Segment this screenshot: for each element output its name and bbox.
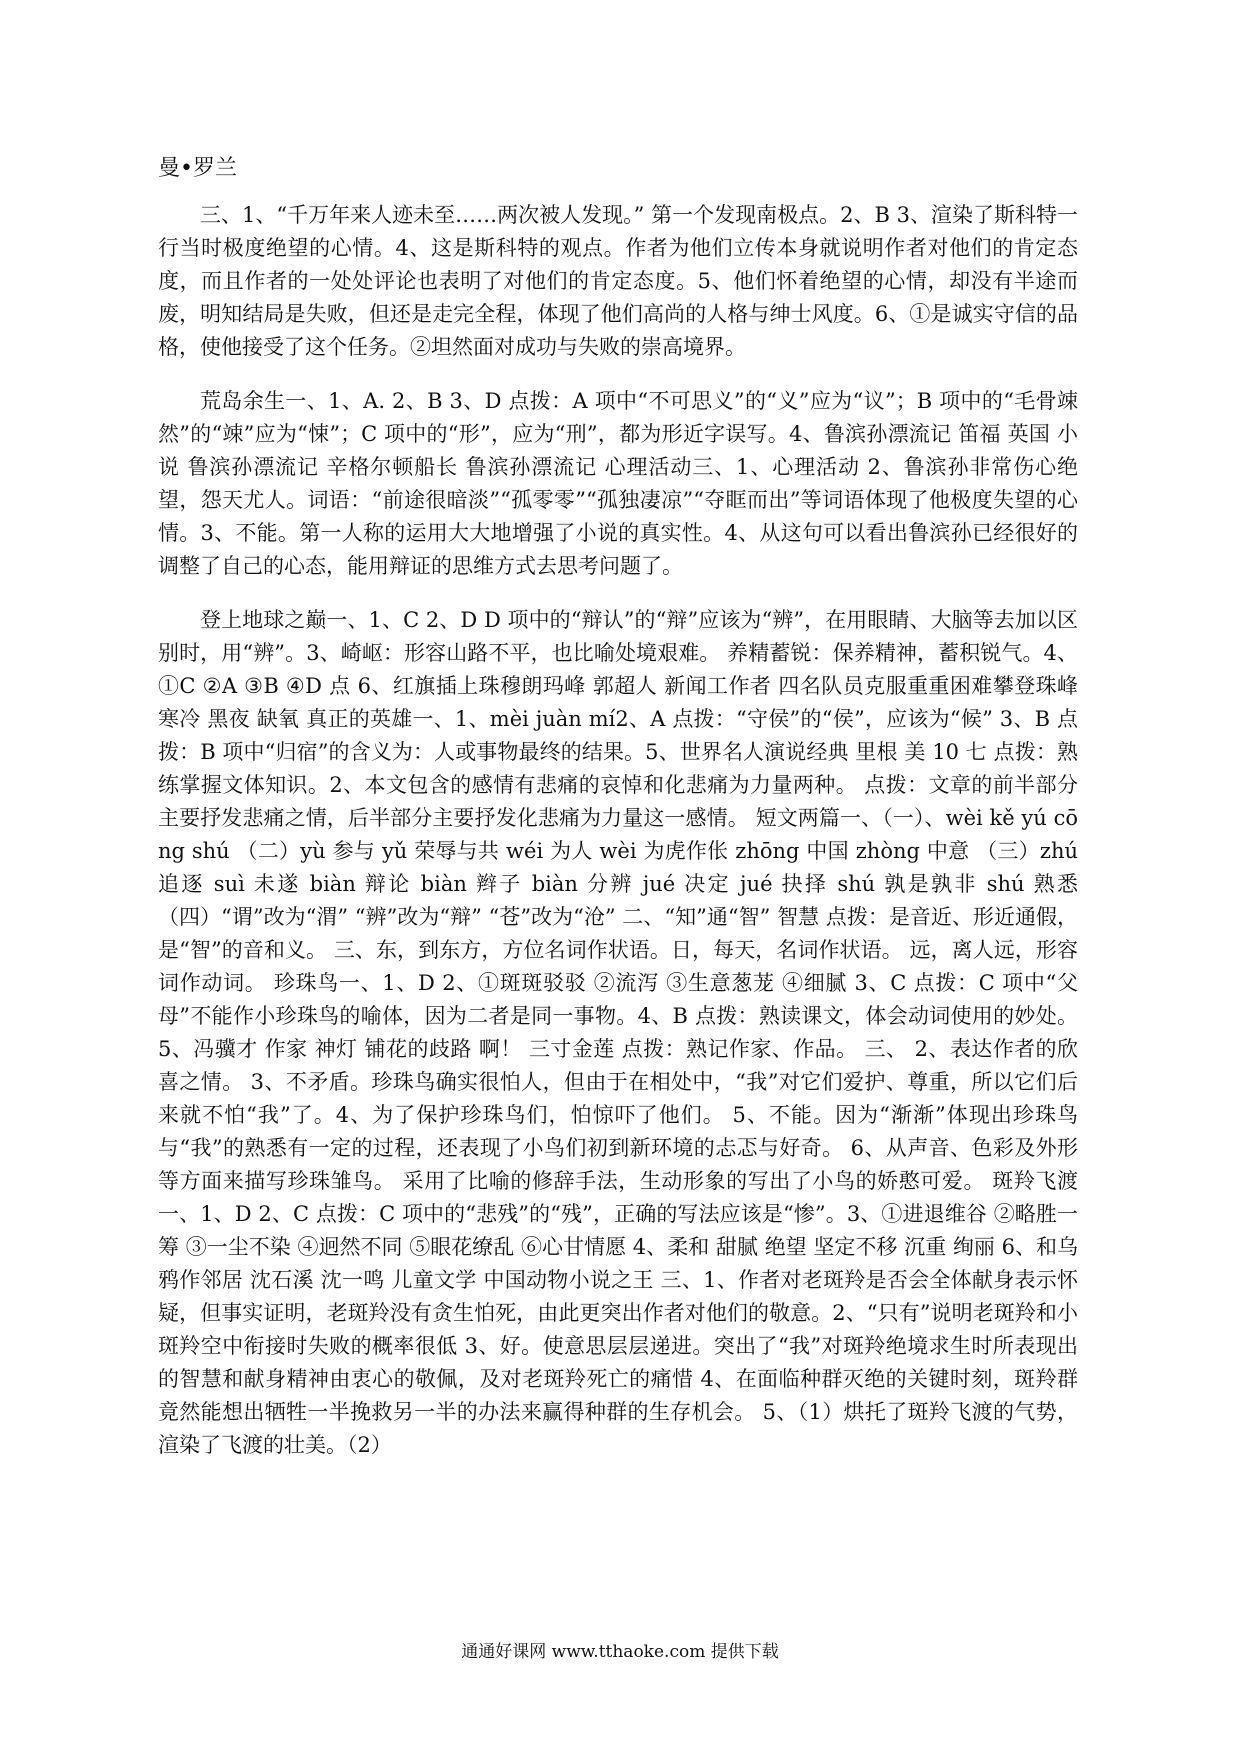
- section-heading: 曼•罗兰: [158, 156, 237, 181]
- page-footer: 通通好课网 www.tthaoke.com 提供下载: [461, 1642, 779, 1662]
- paragraph-dengshang-answers: 登上地球之巅一、1、C 2、D D 项中的“辩认”的“辩”应该为“辨”，在用眼睛、大脑等去加以区别时，用“辨”。3、崎岖：形容山路不平，也比喻处境艰难。 养精蓄锐：保养精神，蓄积锐气。4、①C ②A ③B ④D 点 6、红旗插上珠穆朗玛峰 郭超人 新闻工作者 四名队员克服重重困难攀登珠峰 寒冷 黑夜 缺氧 真正的英雄一、1、mèi juàn mí2、A 点拨：“守侯”的“侯”，应该为“候” 3、B 点拨：B 项中“归宿”的含义为：人或事物最终的结果。5、世界名人演说经典 里根 美 10 七 点拨：熟练掌握文体知识。2、本文包含的感情有悲痛的哀悼和化悲痛为力量两种。 点拨：文章的前半部分主要抒发悲痛之情，后半部分主要抒发化悲痛为力量这一感情。 短文两篇一、（一）、wèi kě yú cōng shú （二）yù 参与 yǔ 荣辱与共 wéi 为人 wèi 为虎作伥 zhōng 中国 zhòng 中意 （三）zhú 追逐 suì 未遂 biàn 辩论 biàn 辫子 biàn 分辨 jué 决定 jué 抉择 shú 孰是孰非 shú 熟悉（四）“谓”改为“渭” “辨”改为“辩” “苍”改为“沧” 二、“知”通“智” 智慧 点拨：是音近、形近通假，是“智”的音和义。 三、东，到东方，方位名词作状语。日，每天，名词作状语。 远，离人远，形容词作动词。 珍珠鸟一、1、D 2、①斑斑驳驳 ②流泻 ③生意葱茏 ④细腻 3、C 点拨：C 项中“父母”不能作小珍珠鸟的喻体，因为二者是同一事物。4、B 点拨：熟读课文，体会动词使用的妙处。5、冯骥才 作家 神灯 铺花的歧路 啊！ 三寸金莲 点拨：熟记作家、作品。 三、 2、表达作者的欣喜之情。 3、不矛盾。珍珠鸟确实很怕人，但由于在相处中，“我”对它们爱护、尊重，所以它们后来就不怕“我”了。4、为了保护珍珠鸟们，怕惊吓了他们。 5、不能。因为“渐渐”体现出珍珠鸟与“我”的熟悉有一定的过程，还表现了小鸟们初到新环境的忐忑与好奇。 6、从声音、色彩及外形等方面来描写珍珠雏鸟。 采用了比喻的修辞手法，生动形象的写出了小鸟的娇憨可爱。 斑羚飞渡一、1、D 2、C 点拨：C 项中的“悲残”的“残”，正确的写法应该是“惨”。3、①进退维谷 ②略胜一筹 ③一尘不染 ④迥然不同 ⑤眼花缭乱 ⑥心甘情愿 4、柔和 甜腻 绝望 坚定不移 沉重 绚丽 6、和乌鸦作邻居 沈石溪 沈一鸣 儿童文学 中国动物小说之王 三、1、作者对老斑羚是否会全体献身表示怀疑，但事实证明，老斑羚没有贪生怕死，由此更突出作者对他们的敬意。2、“只有”说明老斑羚和小斑羚空中衔接时失败的概率很低 3、好。使意思层层递进。突出了“我”对斑羚绝境求生时所表现出的智慧和献身精神由衷心的敬佩，及对老斑羚死亡的痛惜 4、在面临种群灭绝的关键时刻，斑羚群竟然能想出牺牲一半挽救另一半的办法来赢得种群的生存机会。 5、（1）烘托了斑羚飞渡的气势，渲染了飞渡的壮美。（2）: [158, 608, 1078, 1457]
- paragraph-huangdao-answers: 荒岛余生一、1、A. 2、B 3、D 点拨：A 项中“不可思义”的“义”应为“议”；B 项中的“毛骨竦然”的“竦”应为“悚”；C 项中的“形”，应为“刑”，都为形近字误写。4、鲁滨孙漂流记 笛福 英国 小说 鲁滨孙漂流记 辛格尔顿船长 鲁滨孙漂流记 心理活动三、1、心理活动 2、鲁滨孙非常伤心绝望，怨天尤人。词语：“前途很暗淡”“孤零零”“孤独凄凉”“夺眶而出”等词语体现了他极度失望的心情。3、不能。第一人称的运用大大地增强了小说的真实性。4、从这句可以看出鲁滨孙已经很好的调整了自己的心态，能用辩证的思维方式去思考问题了。: [158, 389, 1078, 578]
- document-body: [158, 152, 1078, 1483]
- paragraph-nanji-answers: 三、1、“千万年来人迹未至……两次被人发现。” 第一个发现南极点。2、B 3、渲染了斯科特一行当时极度绝望的心情。4、这是斯科特的观点。作者为他们立传本身就说明作者对他们的肯定态度，而且作者的一处处评论也表明了对他们的肯定态度。5、他们怀着绝望的心情，却没有半途而废，明知结局是失败，但还是走完全程，体现了他们高尚的人格与绅士风度。6、①是诚实守信的品格，使他接受了这个任务。②坦然面对成功与失败的崇高境界。: [158, 203, 1078, 359]
